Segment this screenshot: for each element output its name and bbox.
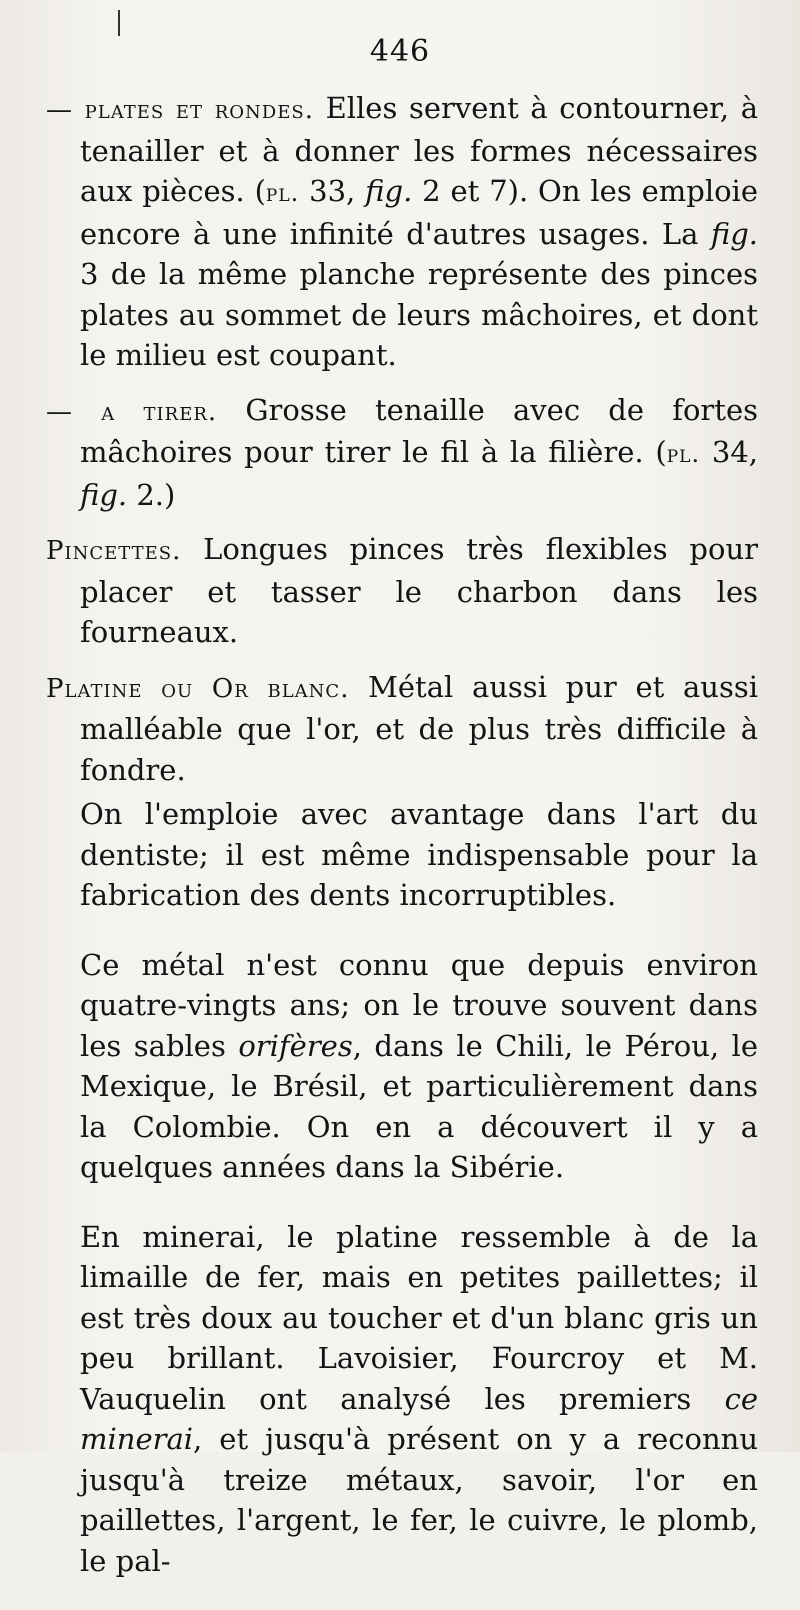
entry-pinces-a-tirer: [46, 390, 758, 516]
entry-text: Grosse tenaille avec de fortes mâchoires pour tirer le fil à la filière. (: [80, 392, 758, 469]
entry-paragraph: [46, 1217, 758, 1582]
entry-pinces-plates: [46, 88, 758, 376]
entry-text: 33,: [299, 174, 366, 208]
entry-paragraph: On l'emploie avec avantage dans l'art du dentiste; il est même indispensable pour la fabrication des dents incorruptibles.: [80, 797, 758, 912]
italic-term: orifères: [238, 1028, 353, 1063]
entry-platine-intro: [46, 667, 758, 791]
entry-lead: — a tirer.: [46, 396, 218, 427]
entry-pincettes: [46, 529, 758, 653]
entry-platine: [46, 667, 758, 1582]
entry-text: Longues pinces très flexibles pour placer et tasser le charbon dans les fourneaux.: [80, 532, 758, 649]
entry-text: 34,: [700, 435, 759, 469]
entry-text: , et jusqu'à présent on y a reconnu jusqu'à treize métaux, savoir, l'or en paillettes, l'argent, le fer, le cuivre, le plomb, le pal-: [80, 1422, 758, 1578]
margin-mark: [118, 10, 120, 36]
page-number: 446: [369, 34, 431, 69]
figure-ref: fig.: [710, 216, 758, 251]
entry-text: Elles servent à contourner, à tenailler et à donner les formes nécessaires aux pièces. (: [80, 91, 758, 208]
plate-ref: pl.: [666, 440, 701, 468]
figure-ref: fig.: [80, 477, 128, 512]
entry-text: 3 de la même planche représente des pinces plates au sommet de leurs mâchoires, et dont le milieu est coupant.: [80, 257, 758, 372]
entry-lead: Platine ou Or blanc.: [46, 673, 350, 704]
entry-paragraph: [46, 945, 758, 1188]
entry-lead: Pincettes.: [46, 536, 182, 566]
figure-ref: fig.: [365, 174, 413, 208]
page-text: [46, 88, 758, 1610]
italic-term: ce minerai: [80, 1381, 758, 1456]
entry-text: Métal aussi pur et aussi malléable que l'or, et de plus très difficile à fondre.: [80, 669, 758, 787]
entry-text: 2 et 7). On les emploie encore à une infinité d'autres usages. La: [80, 174, 758, 251]
entry-lead: — plates et rondes.: [46, 95, 314, 125]
entry-text: Ce métal n'est connu que depuis environ quatre-vingts ans; on le trouve souvent dans les sables: [80, 947, 758, 1063]
plate-ref: pl.: [265, 179, 300, 207]
entry-text: , dans le Chili, le Pérou, le Mexique, le Brésil, et particulièrement dans la Colombie. On en a découvert il y a quelques années dans la Sibérie.: [80, 1028, 758, 1184]
entry-text: 2.): [127, 477, 176, 512]
entry-text: En minerai, le platine ressemble à de la limaille de fer, mais en petites paillettes; il est très doux au toucher et d'un blanc gris un peu brillant. Lavoisier, Fourcroy et M. Vauquelin ont analysé les premiers: [80, 1219, 758, 1416]
